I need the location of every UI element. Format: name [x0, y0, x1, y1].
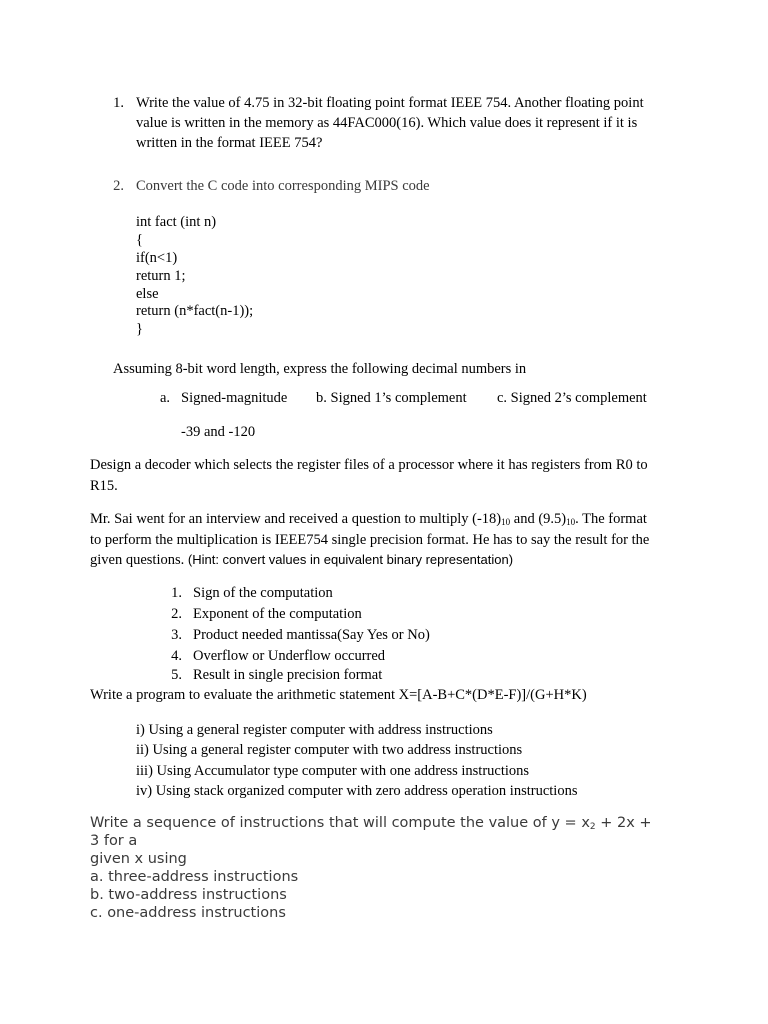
question-1-number: 1. — [113, 95, 124, 111]
list-number: 2. — [171, 606, 182, 622]
list-item: Overflow or Underflow occurred — [193, 648, 386, 664]
list-item: Sign of the computation — [193, 585, 333, 601]
question-2-number: 2. — [113, 178, 124, 194]
question-3-values: -39 and -120 — [181, 424, 256, 440]
option-c: c. Signed 2’s complement — [497, 390, 647, 406]
list-item: i) Using a general register computer with address instructions — [136, 722, 493, 738]
list-item: Exponent of the computation — [193, 606, 362, 622]
code-line: { — [136, 232, 143, 248]
hint-text: (Hint: convert values in equivalent binary representation) — [187, 552, 514, 567]
code-line: } — [136, 321, 143, 337]
option-a: Signed-magnitude — [181, 390, 288, 406]
option-a-marker: a. — [159, 390, 170, 406]
list-item: Product needed mantissa(Say Yes or No) — [193, 627, 430, 643]
question-6-line: 3 for a — [90, 833, 138, 849]
list-item: iii) Using Accumulator type computer with one address instructions — [136, 763, 530, 779]
subscript: 10 — [501, 517, 511, 527]
list-item: ii) Using a general register computer with two address instructions — [136, 742, 523, 758]
code-line: return (n*fact(n-1)); — [136, 303, 254, 319]
code-line: if(n<1) — [136, 250, 178, 266]
list-number: 1. — [171, 585, 182, 601]
code-line: int fact (int n) — [136, 214, 217, 230]
code-line: return 1; — [136, 268, 186, 284]
option-b: b. Signed 1’s complement — [316, 390, 467, 406]
code-line: else — [136, 286, 159, 302]
question-4-line: R15. — [90, 478, 118, 494]
list-item: iv) Using stack organized computer with zero address operation instructions — [136, 783, 578, 799]
list-number: 4. — [171, 648, 182, 664]
question-5-line-3: given questions. (Hint: convert values in equivalent binary representation) — [90, 552, 514, 568]
question-5-line-2: to perform the multiplication is IEEE754 single precision format. He has to say the result for the — [90, 532, 650, 548]
question-6-line-1: Write a sequence of instructions that will compute the value of $y = x_2 + 2x$ + — [90, 815, 652, 832]
list-number: 3. — [171, 627, 182, 643]
question-1-line: Write the value of 4.75 in 32-bit floating point format IEEE 754. Another floating point — [136, 95, 644, 111]
question-4-line: Design a decoder which selects the register files of a processor where it has registers from R0 to — [90, 457, 648, 473]
subscript: 2 — [589, 822, 596, 832]
list-item: Result in single precision format — [193, 667, 383, 683]
question-6-line: b. two-address instructions — [90, 887, 287, 903]
question-1-line: written in the format IEEE 754? — [136, 135, 323, 151]
question-6-line: given x using — [90, 851, 187, 867]
question-program-text: Write a program to evaluate the arithmetic statement X=[A-B+C*(D*E-F)]/(G+H*K) — [90, 687, 587, 703]
question-6-line: c. one-address instructions — [90, 905, 286, 921]
question-2-text: Convert the C code into corresponding MIPS code — [136, 178, 430, 194]
subscript: 10 — [566, 517, 576, 527]
question-6-line: a. three-address instructions — [90, 869, 299, 885]
list-number: 5. — [171, 667, 182, 683]
question-5-line-1: Mr. Sai went for an interview and received a question to multiply $(-18)_{10}$ and $(9.5)_{10}$. The format — [90, 511, 647, 527]
question-1-line: value is written in the memory as 44FAC000(16). Which value does it represent if it is — [136, 115, 638, 131]
question-3-intro: Assuming 8-bit word length, express the following decimal numbers in — [113, 361, 527, 377]
